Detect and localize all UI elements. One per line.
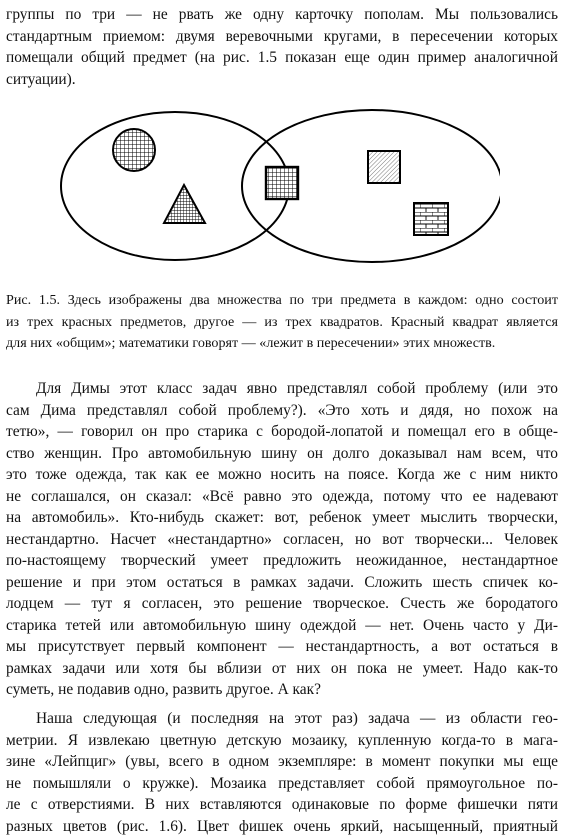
text-line: это тоже одежда, так как ее можно носить на поясе. Когда же с ним никто: [6, 466, 558, 483]
text-line: нестандартно. Насчет «нестандартно» согласен, но вот творчески... Человек: [6, 530, 558, 548]
left-set-ellipse: [61, 112, 289, 260]
red-circle-shape: [113, 129, 155, 171]
text-line: на автомобиль». Кто-нибудь скажет: вот, ребенок умеет мыслить творчески,: [6, 509, 558, 526]
brick-square-shape: [414, 203, 448, 235]
text-line: не соглашался, он сказал: «Всё равно это одежда, потому что ее надевают: [6, 487, 558, 505]
text-line: по-настоящему творческий умеет предложить неожиданное, нестандартное: [6, 552, 558, 569]
figure-caption: [6, 290, 558, 355]
top-paragraph: [6, 4, 558, 90]
text-line: группы по три — не рвать же одну карточку пополам. Мы пользовались: [6, 6, 558, 23]
body-paragraph-mosaic: [6, 708, 558, 837]
text-line: решение и при этом остаться в рамках задачи. Сложить шесть спичек ко-: [6, 573, 558, 591]
text-line: ство женщин. Про автомобильную шину он долго доказывал нам всем, что: [6, 444, 558, 462]
caption-line: из трех красных предметов, другое — из трех квадратов. Красный квадрат является: [6, 313, 558, 330]
text-line: рамках задачи или хотя бы вблизи от них он пока не умеет. Надо как-то: [6, 659, 558, 677]
text-line: Наша следующая (и последняя на этот раз) задача — из области гео-: [36, 710, 558, 727]
text-line: старика тетей или автомобильную шину одеждой — нет. Очень часто у Ди-: [6, 616, 558, 634]
text-line: метрии. Я извлекаю цветную детскую мозаику, купленную когда-то в мага-: [6, 731, 558, 749]
text-line: стандартным приемом: двумя веревочными кругами, в пересечении которых: [6, 27, 558, 45]
text-line: Для Димы этот класс задач явно представлял собой проблему (или это: [36, 380, 558, 397]
text-line: помещали общий предмет (на рис. 1.5 показан еще один пример аналогичной: [6, 49, 558, 66]
red-triangle-shape: [164, 185, 205, 223]
hatched-square-shape: [368, 151, 400, 183]
red-square-shape: [266, 167, 298, 199]
text-line: сам Дима представлял собой проблему?). «Это хоть и дядя, но похож на: [6, 401, 558, 419]
text-line: зине «Лейпциг» (увы, всего в одном экземпляре: в момент покупки мы еще: [6, 753, 558, 770]
text-line: ле с отверстиями. В них вставляются одинаковые по форме фишечки пяти: [6, 796, 558, 813]
caption-line: Рис. 1.5. Здесь изображены два множества по три предмета в каждом: одно состоит: [6, 292, 558, 308]
text-line: ситуации).: [6, 70, 76, 88]
body-paragraph-dima: [6, 378, 558, 701]
venn-diagram-figure: [60, 108, 500, 278]
text-line: лодцем — тут я согласен, это решение творческое. Счесть же бородатого: [6, 595, 558, 612]
text-line: не помышляли о кружке). Мозаика представляет собой прямоугольное по-: [6, 774, 558, 792]
caption-line: для них «общим»; математики говорят — «лежит в пересечении» этих множеств.: [6, 335, 496, 351]
text-line: мы присутствует первый компонент — нестандартность, а вот остаться в: [6, 638, 558, 655]
text-line: тетю», — говорил он про старика с бородой-лопатой и помещал его в обще-: [6, 423, 558, 440]
text-line: разных цветов (рис. 1.6). Цвет фишек очень яркий, насыщенный, приятный: [6, 817, 558, 835]
text-line: суметь, не подавив одно, развить другое. А как?: [6, 681, 321, 698]
